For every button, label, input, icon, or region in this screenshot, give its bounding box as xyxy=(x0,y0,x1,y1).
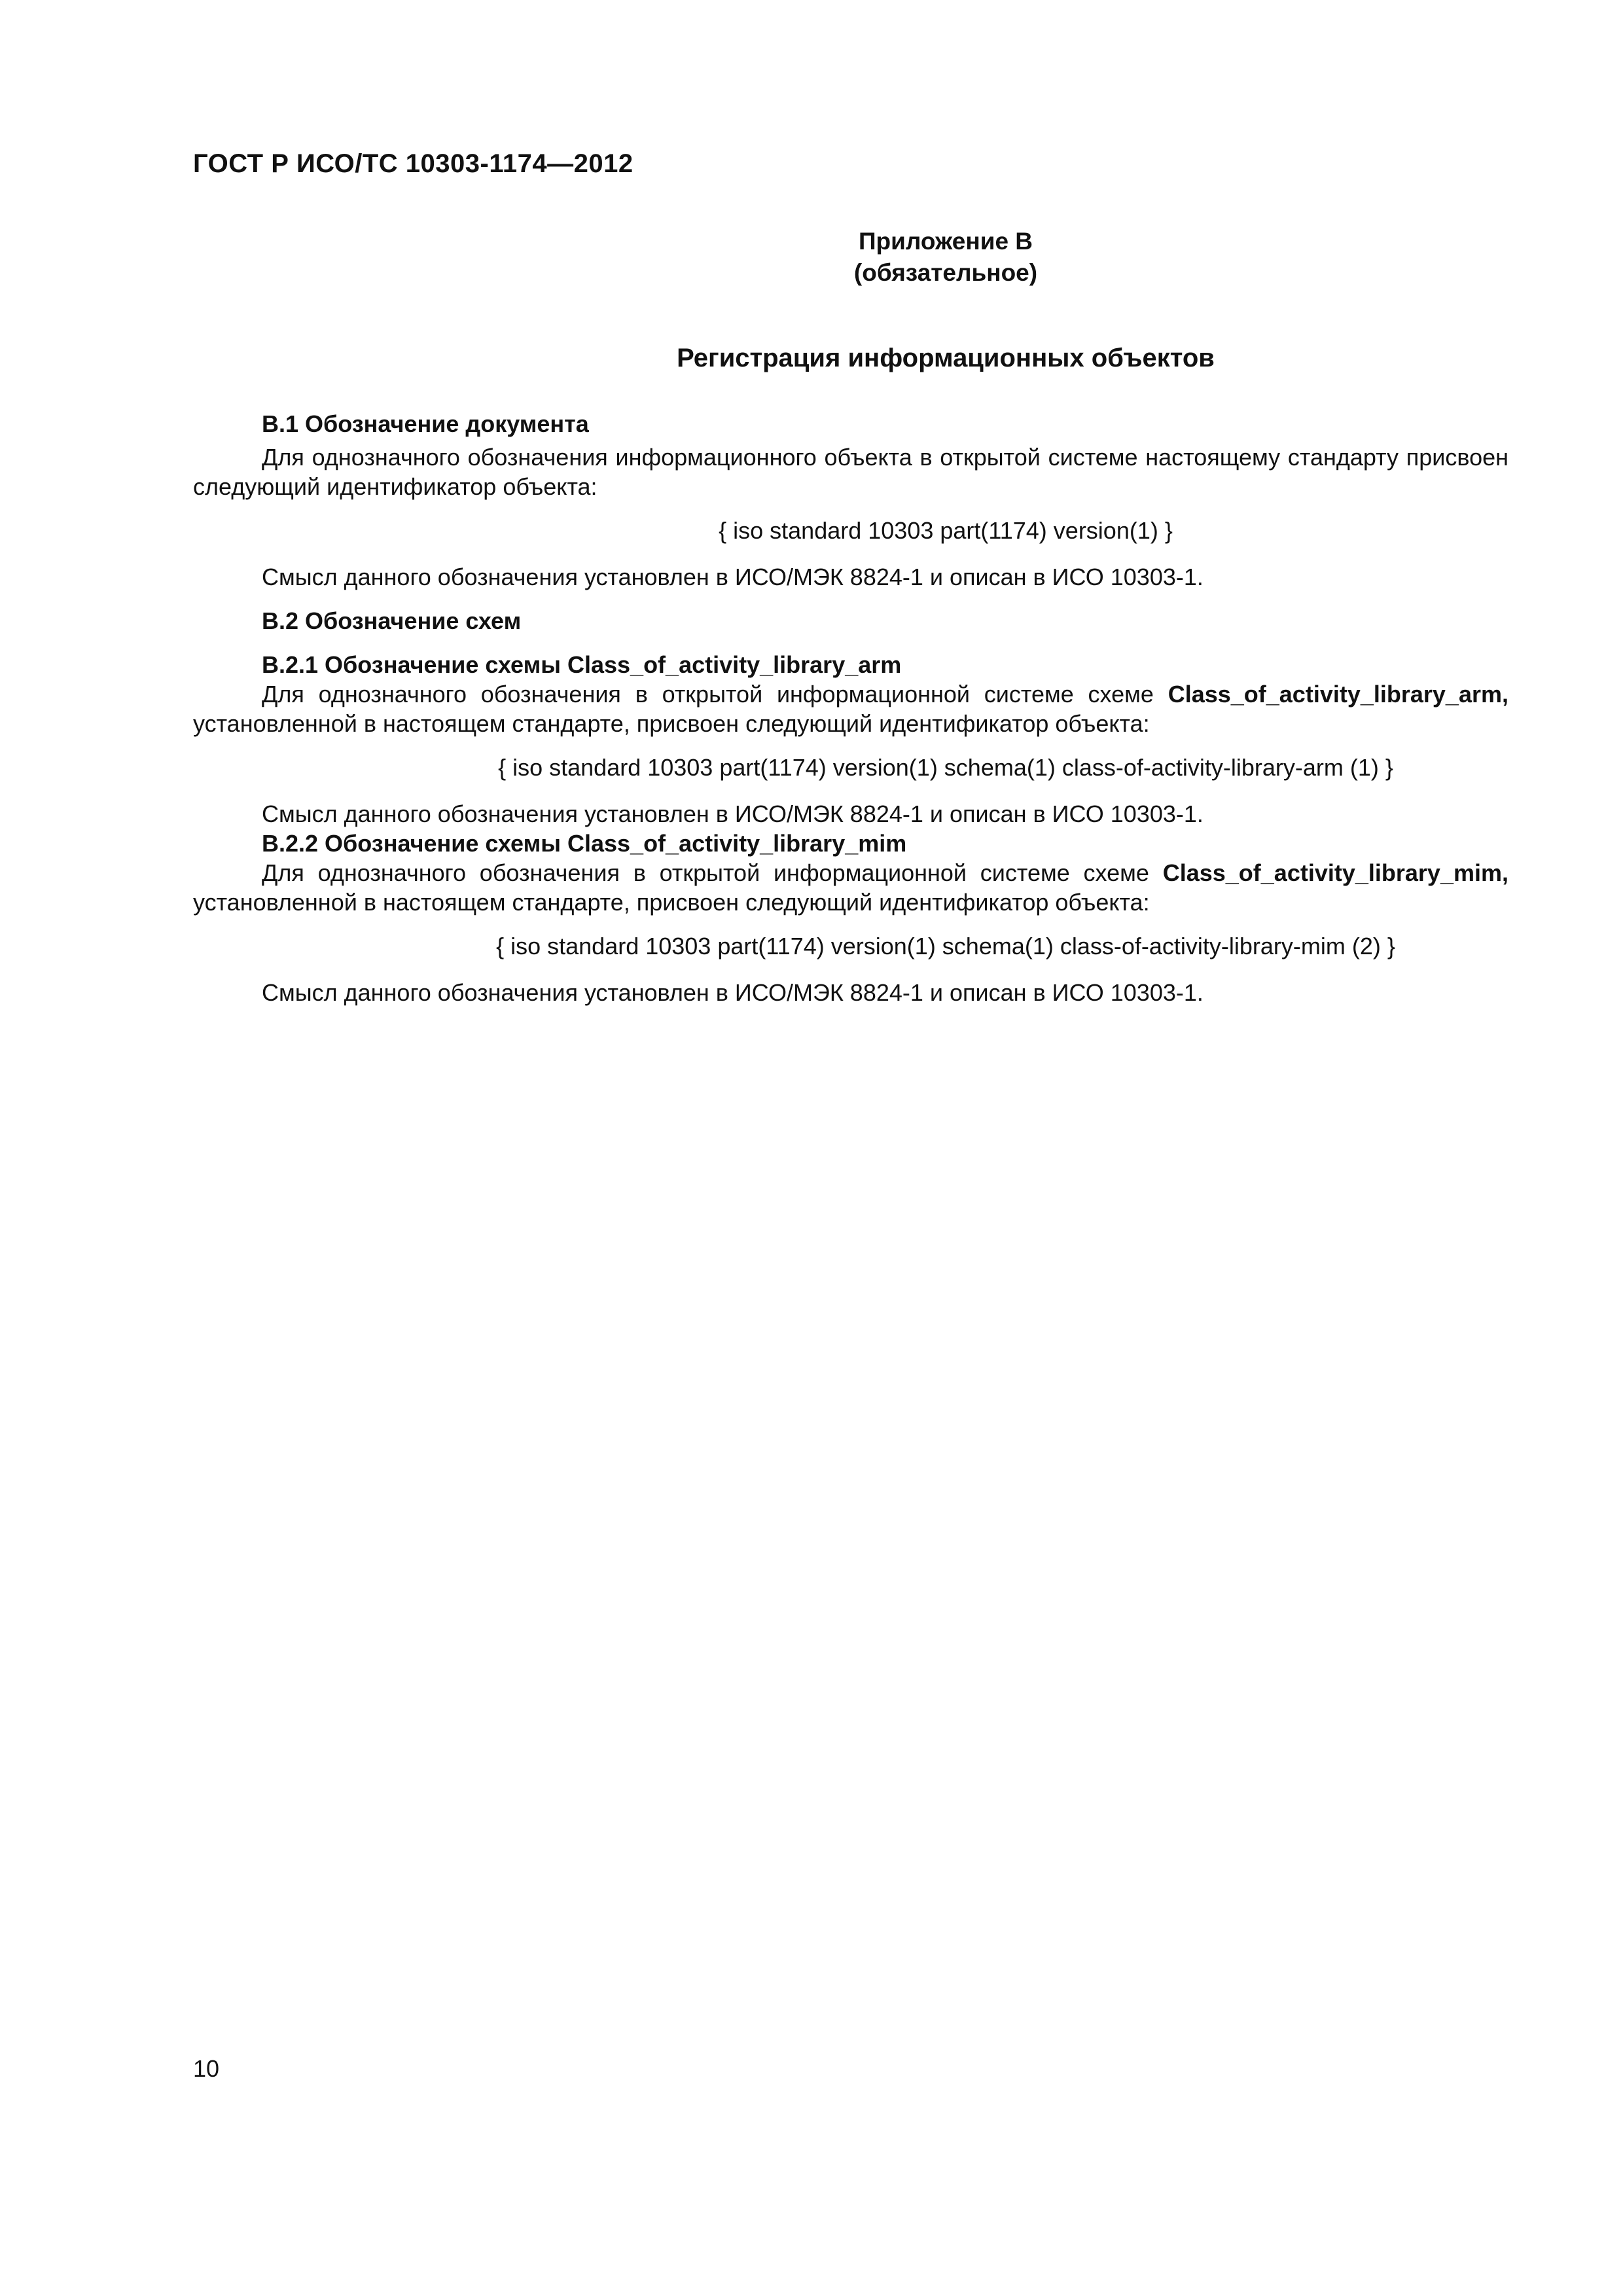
section-b21-meaning: Смысл данного обозначения установлен в ИСО/МЭК 8824-1 и описан в ИСО 10303-1. xyxy=(262,800,1204,827)
page-number: 10 xyxy=(193,2055,220,2082)
section-b22-text-before: Для однозначного обозначения в открытой информационной системе схеме xyxy=(262,859,1163,886)
section-b21-text xyxy=(193,679,1508,738)
section-b1-meaning: Смысл данного обозначения установлен в ИСО/МЭК 8824-1 и описан в ИСО 10303-1. xyxy=(262,564,1204,590)
section-b21-text-after: установленной в настоящем стандарте, присвоен следующий идентификатор объекта: xyxy=(193,710,1150,737)
section-b21-identifier: { iso standard 10303 part(1174) version(1) schema(1) class-of-activity-library-arm (1) } xyxy=(498,754,1393,781)
section-b1-text: Для однозначного обозначения информационного объекта в открытой системе настоящему стандарту присвоен следующий идентификатор объекта: xyxy=(193,444,1508,500)
document-header: ГОСТ Р ИСО/ТС 10303-1174—2012 xyxy=(193,149,633,178)
section-b22-heading: В.2.2 Обозначение схемы Class_of_activity_library_mim xyxy=(262,830,907,857)
section-b22-schema-name: Class_of_activity_library_mim, xyxy=(1162,859,1508,886)
section-b21-heading: В.2.1 Обозначение схемы Class_of_activity_library_arm xyxy=(262,651,902,678)
section-b22-text xyxy=(193,858,1508,917)
section-b1-identifier: { iso standard 10303 part(1174) version(1) } xyxy=(719,517,1173,544)
section-b22-identifier: { iso standard 10303 part(1174) version(1) schema(1) class-of-activity-library-mim (2) } xyxy=(496,933,1395,960)
section-b22-text-after: установленной в настоящем стандарте, присвоен следующий идентификатор объекта: xyxy=(193,889,1150,916)
appendix-label: Приложение В xyxy=(858,228,1033,255)
appendix-heading xyxy=(193,226,1508,289)
section-b1-heading: В.1 Обозначение документа xyxy=(262,410,589,437)
section-b21-schema-name: Class_of_activity_library_arm, xyxy=(1168,681,1508,708)
appendix-title: Регистрация информационных объектов xyxy=(677,344,1215,372)
appendix-status: (обязательное) xyxy=(853,259,1038,286)
document-body xyxy=(193,409,1508,1007)
section-b22-meaning: Смысл данного обозначения установлен в ИСО/МЭК 8824-1 и описан в ИСО 10303-1. xyxy=(262,979,1204,1006)
section-b21-text-before: Для однозначного обозначения в открытой информационной системе схеме xyxy=(262,681,1168,708)
section-b2-heading: В.2 Обозначение схем xyxy=(262,607,522,634)
